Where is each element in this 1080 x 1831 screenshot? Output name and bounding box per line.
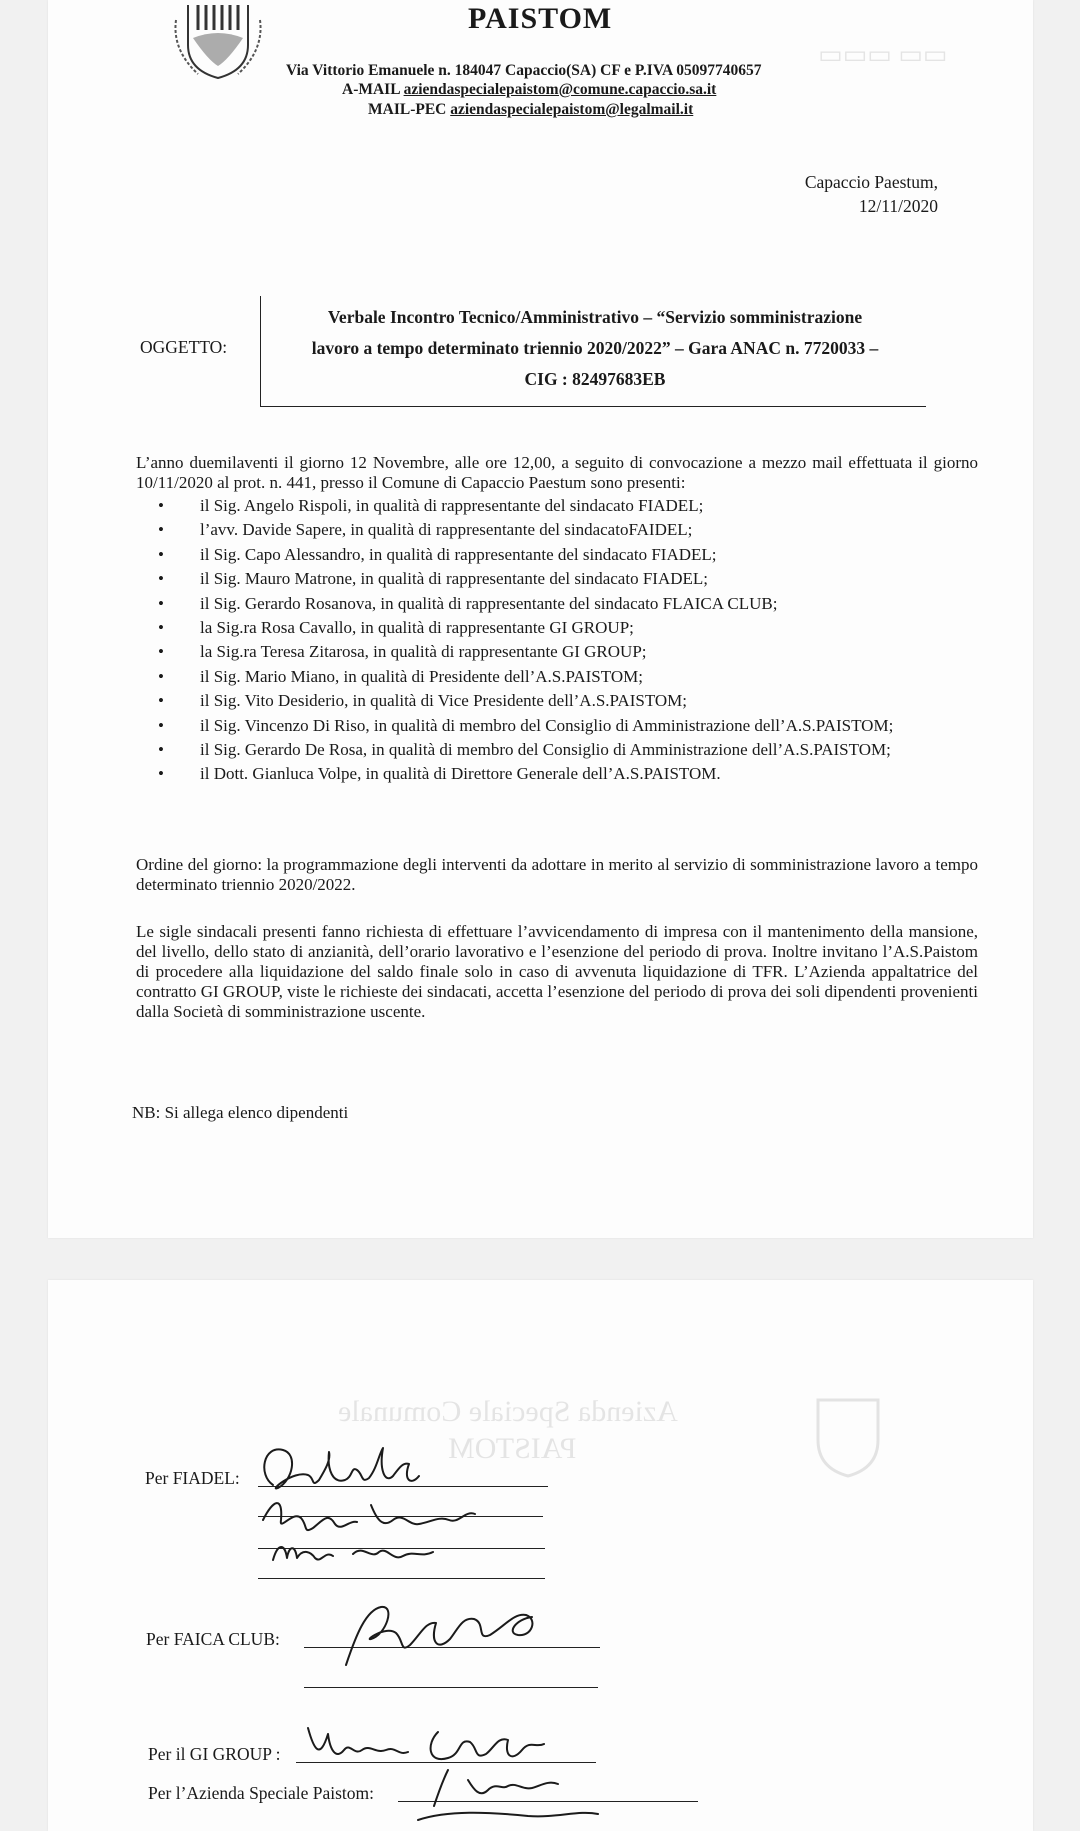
signature-label-fiadel: Per FIADEL: bbox=[145, 1468, 240, 1488]
attendee-text: il Sig. Capo Alessandro, in qualità di rappresentante del sindacato FIADEL; bbox=[200, 544, 717, 564]
bullet: • bbox=[158, 520, 164, 540]
show-through-line-2: PAISTOM bbox=[448, 1432, 577, 1465]
organization-address: Via Vittorio Emanuele n. 184047 Capaccio(SA) CF e P.IVA 05097740657 bbox=[286, 62, 762, 79]
attendee-text: il Sig. Vito Desiderio, in qualità di Vice Presidente dell’A.S.PAISTOM; bbox=[200, 691, 688, 711]
attendees-list bbox=[136, 496, 978, 789]
bullet: • bbox=[158, 544, 164, 564]
list-item bbox=[136, 642, 978, 662]
list-item bbox=[136, 569, 978, 589]
bullet: • bbox=[158, 642, 164, 662]
show-through-text: ▭▭▭ ▭▭ bbox=[818, 40, 948, 69]
list-item bbox=[136, 740, 978, 760]
email-line bbox=[342, 81, 716, 99]
pec-address[interactable]: aziendaspecialepaistom@legalmail.it bbox=[450, 101, 694, 118]
attendee-text: il Sig. Mauro Matrone, in qualità di rappresentante del sindacato FIADEL; bbox=[200, 569, 708, 589]
attendee-text: il Sig. Angelo Rispoli, in qualità di rappresentante del sindacato FIADEL; bbox=[200, 496, 704, 515]
list-item bbox=[136, 545, 978, 565]
bullet: • bbox=[158, 764, 164, 784]
subject-line-3: CIG : 82497683EB bbox=[524, 369, 666, 389]
show-through-crest-icon bbox=[808, 1390, 888, 1480]
place: Capaccio Paestum, bbox=[804, 172, 938, 192]
date: 12/11/2020 bbox=[858, 196, 938, 216]
attendee-text: l’avv. Davide Sapere, in qualità di rappresentante del sindacatoFAIDEL; bbox=[200, 520, 693, 540]
list-item bbox=[136, 496, 978, 516]
bullet: • bbox=[158, 666, 164, 686]
attendee-text: il Dott. Gianluca Volpe, in qualità di Direttore Generale dell’A.S.PAISTOM. bbox=[200, 764, 721, 784]
list-item bbox=[136, 594, 978, 614]
subject-text bbox=[270, 302, 920, 395]
pec-line bbox=[368, 101, 693, 119]
email-address[interactable]: aziendaspecialepaistom@comune.capaccio.sa.it bbox=[403, 81, 717, 98]
bullet: • bbox=[158, 496, 164, 515]
signature-line bbox=[304, 1687, 598, 1688]
attendee-text: il Sig. Vincenzo Di Riso, in qualità di membro del Consiglio di Amministrazione dell’A.S.PAISTOM; bbox=[200, 715, 894, 735]
handwritten-signature bbox=[408, 1760, 708, 1830]
attendee-text: il Sig. Mario Miano, in qualità di Presidente dell’A.S.PAISTOM; bbox=[200, 666, 643, 686]
attendee-text: la Sig.ra Rosa Cavallo, in qualità di rappresentante GI GROUP; bbox=[200, 617, 634, 637]
place-date bbox=[805, 170, 938, 218]
attendee-text: la Sig.ra Teresa Zitarosa, in qualità di rappresentante GI GROUP; bbox=[200, 642, 647, 662]
bullet: • bbox=[158, 691, 164, 711]
pec-label: MAIL-PEC bbox=[368, 101, 447, 118]
note: NB: Si allega elenco dipendenti bbox=[132, 1103, 349, 1122]
email-label: A-MAIL bbox=[342, 81, 400, 98]
signature-label-faica-club: Per FAICA CLUB: bbox=[146, 1629, 280, 1649]
bullet: • bbox=[158, 617, 164, 637]
bullet: • bbox=[158, 739, 164, 759]
organization-name: PAISTOM bbox=[468, 2, 613, 35]
signature-label-azienda: Per l’Azienda Speciale Paistom: bbox=[148, 1783, 374, 1803]
intro-paragraph: L’anno duemilaventi il giorno 12 Novembre, alle ore 12,00, a seguito di convocazione a mezzo mail effettuata il giorno 10/11/2020 al prot. n. 441, presso il Comune di Capaccio Paestum sono presenti: bbox=[136, 453, 978, 492]
signature-label-gi-group: Per il GI GROUP : bbox=[148, 1744, 281, 1764]
document-page-2 bbox=[48, 1280, 1033, 1831]
attendee-text: il Sig. Gerardo De Rosa, in qualità di membro del Consiglio di Amministrazione dell’A.S.PAISTOM; bbox=[200, 739, 891, 759]
subject-line-2: lavoro a tempo determinato triennio 2020/2022” – Gara ANAC n. 7720033 – bbox=[311, 338, 879, 358]
handwritten-signature bbox=[326, 1595, 556, 1675]
list-item bbox=[136, 520, 978, 540]
document-page-1 bbox=[48, 0, 1033, 1238]
signature-line bbox=[258, 1578, 545, 1579]
discussion-paragraph: Le sigle sindacali presenti fanno richiesta di effettuare l’avvicendamento di impresa con il mantenimento della mansione, del livello, dello stato di anzianità, dell’orario lavorativo e l’esenzione del periodo di prova. Inoltre invitano l’A.S.Paistom di procedere alla liquidazione del saldo finale solo in caso di avvenuta liquidazione di TFR. L’Azienda appaltatrice del contratto GI GROUP, viste le richieste dei sindacati, accetta l’esenzione del periodo di prova dei soli dipendenti provenienti dalla Società di somministrazione uscente. bbox=[136, 922, 978, 1021]
attendee-text: il Sig. Gerardo Rosanova, in qualità di rappresentante del sindacato FLAICA CLUB; bbox=[200, 593, 778, 613]
bullet: • bbox=[158, 593, 164, 613]
bullet: • bbox=[158, 715, 164, 735]
list-item bbox=[136, 618, 978, 638]
list-item bbox=[136, 764, 978, 784]
list-item bbox=[136, 691, 978, 711]
list-item bbox=[136, 716, 978, 736]
show-through-line-1: Azienda Speciale Comunale bbox=[338, 1395, 678, 1428]
subject-line-1: Verbale Incontro Tecnico/Amministrativo – “Servizio somministrazione bbox=[327, 307, 863, 327]
bullet: • bbox=[158, 569, 164, 589]
handwritten-signature bbox=[263, 1530, 453, 1570]
agenda-paragraph: Ordine del giorno: la programmazione degli interventi da adottare in merito al servizio di somministrazione lavoro a tempo determinato triennio 2020/2022. bbox=[136, 855, 978, 894]
list-item bbox=[136, 667, 978, 687]
subject-label: OGGETTO: bbox=[140, 337, 228, 357]
municipal-crest-logo bbox=[168, 0, 268, 80]
